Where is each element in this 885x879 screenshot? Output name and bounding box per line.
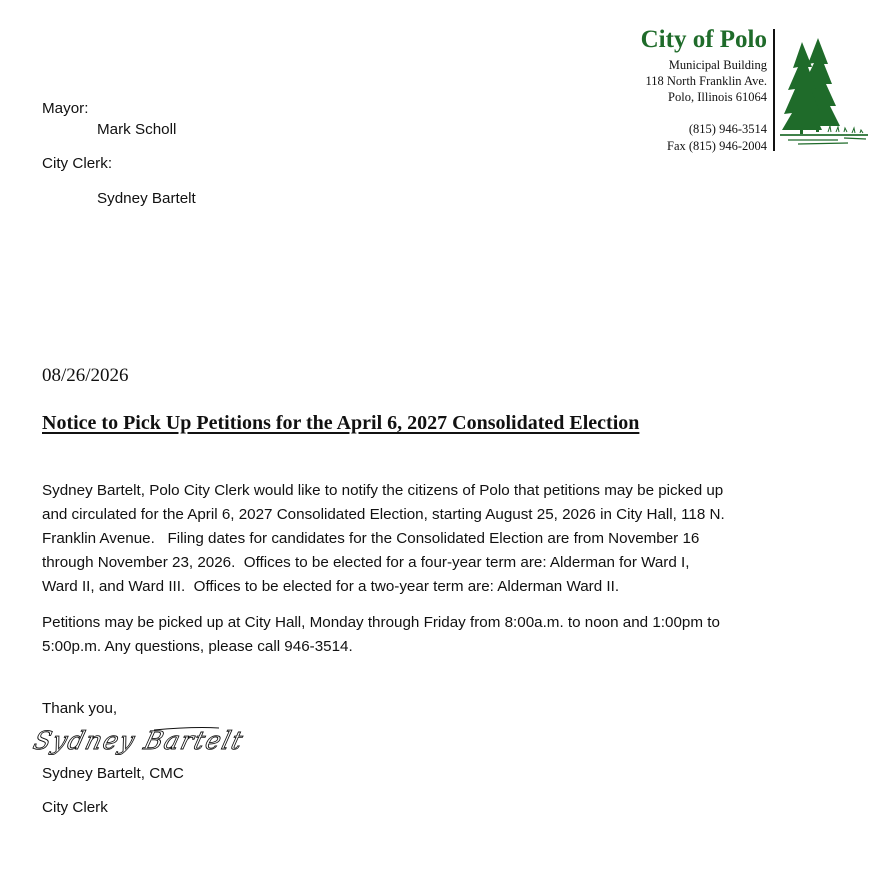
mayor-name: Mark Scholl — [97, 121, 177, 138]
notice-paragraph — [42, 479, 842, 599]
paragraph-line: Petitions may be picked up at City Hall, Monday through Friday from 8:00a.m. to noon and 1:00pm to — [42, 614, 720, 631]
paragraph-line: through November 23, 2026. Offices to be elected for a four-year term are: Alderman for Ward I, — [42, 554, 690, 571]
pickup-hours-paragraph — [42, 611, 842, 659]
pine-trees-icon — [778, 30, 870, 148]
signature-text: Sydney Bartelt — [30, 725, 248, 755]
closing-text: Thank you, — [42, 700, 118, 717]
letterhead-divider — [773, 29, 775, 151]
letterhead-phone: (815) 946-3514 — [688, 122, 767, 136]
letterhead-city-name: City of Polo — [640, 26, 767, 53]
mayor-label: Mayor: — [42, 100, 89, 117]
city-clerk-name: Sydney Bartelt — [97, 190, 196, 207]
signer-title: City Clerk — [42, 799, 108, 816]
paragraph-line: 5:00p.m. Any questions, please call 946-3514. — [42, 638, 353, 655]
letterhead-city-state-zip: Polo, Illinois 61064 — [668, 90, 767, 104]
paragraph-line: Ward II, and Ward III. Offices to be elected for a two-year term are: Alderman Ward II. — [42, 578, 620, 595]
paragraph-line: and circulated for the April 6, 2027 Consolidated Election, starting August 25, 2026 in City Hall, 118 N. — [42, 506, 725, 523]
letterhead-street: 118 North Franklin Ave. — [645, 74, 767, 88]
letter-date: 08/26/2026 — [42, 365, 129, 386]
letterhead-fax: Fax (815) 946-2004 — [667, 139, 767, 153]
city-clerk-label: City Clerk: — [42, 155, 113, 172]
letterhead-building: Municipal Building — [668, 58, 767, 72]
paragraph-line: Sydney Bartelt, Polo City Clerk would like to notify the citizens of Polo that petitions may be picked up — [42, 482, 724, 499]
notice-title: Notice to Pick Up Petitions for the April 6, 2027 Consolidated Election — [42, 412, 640, 434]
handwritten-signature — [30, 725, 248, 759]
signer-name: Sydney Bartelt, CMC — [42, 765, 184, 782]
paragraph-line: Franklin Avenue. Filing dates for candidates for the Consolidated Election are from November 16 — [42, 530, 700, 547]
